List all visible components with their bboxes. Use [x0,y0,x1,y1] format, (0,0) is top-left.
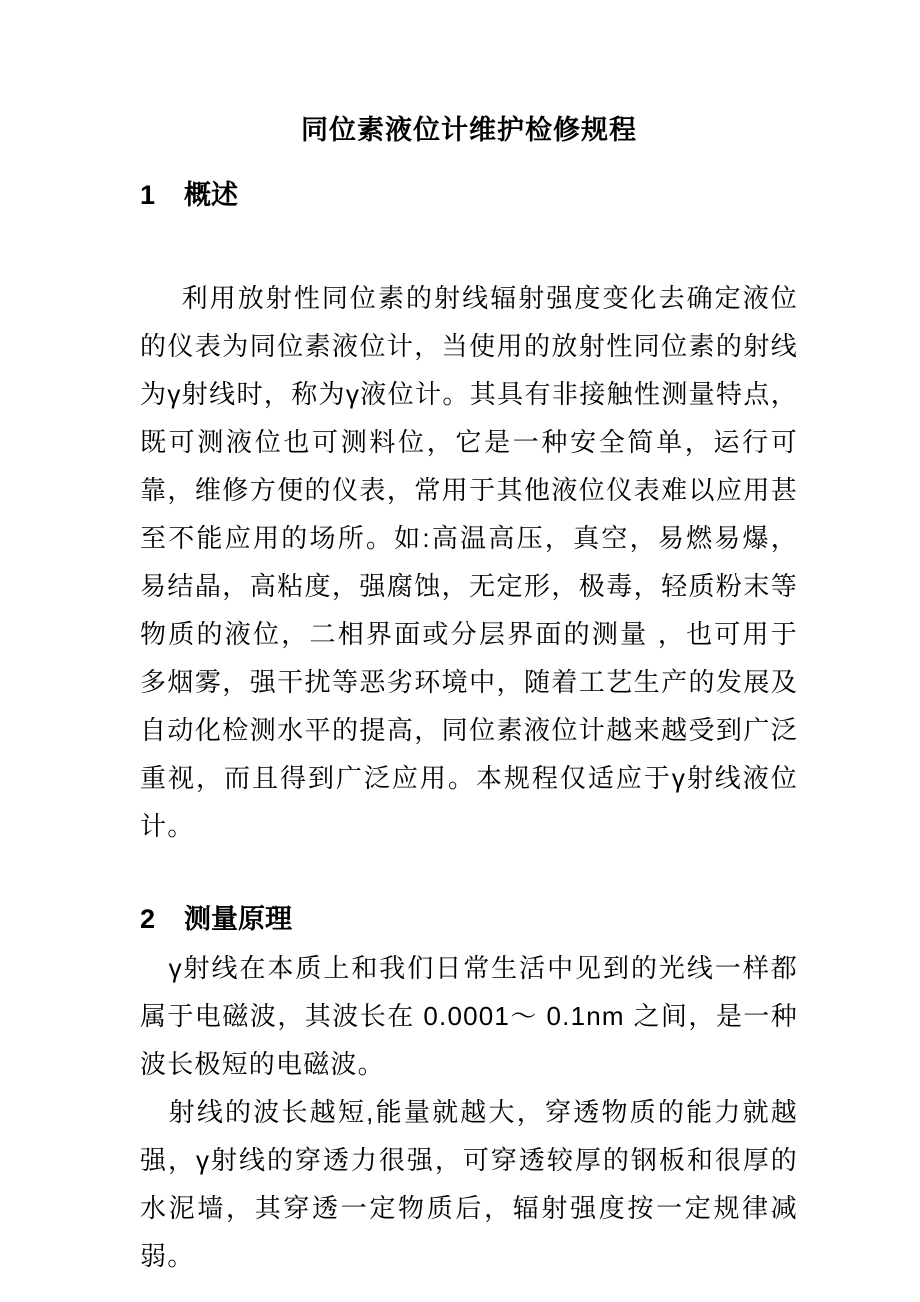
section-number: 2 [140,904,156,934]
paragraph-principle-penetration: 射线的波长越短,能量就越大，穿透物质的能力就越强，γ射线的穿透力很强，可穿透较厚的钢板和很厚的水泥墙，其穿透一定物质后，辐射强度按一定规律减弱。 [140,1097,798,1271]
document-title: 同位素液位计维护检修规程 [301,115,637,145]
section-heading-principle [140,902,798,936]
section-heading-overview [140,178,798,212]
paragraph-principle-wavelength: γ射线在本质上和我们日常生活中见到的光线一样都属于电磁波，其波长在 0.0001～ 0.1nm 之间，是一种波长极短的电磁波。 [140,953,798,1079]
section-title: 概述 [184,180,238,210]
section-title: 测量原理 [184,904,292,934]
section-number: 1 [140,180,156,210]
paragraph-overview: 利用放射性同位素的射线辐射强度变化去确定液位的仪表为同位素液位计，当使用的放射性同位素的射线为γ射线时，称为γ液位计。其具有非接触性测量特点，既可测液位也可测料位，它是一种安全简单，运行可靠，维修方便的仪表，常用于其他液位仪表难以应用甚至不能应用的场所。如:高温高压，真空，易燃易爆，易结晶，高粘度，强腐蚀，无定形，极毒，轻质粉末等物质的液位，二相界面或分层界面的测量 ，也可用于多烟雾，强干扰等恶劣环境中，随着工艺生产的发展及自动化检测水平的提高，同位素液位计越来越受到广泛重视，而且得到广泛应用。本规程仅适应于γ射线液位计。 [140,283,798,841]
